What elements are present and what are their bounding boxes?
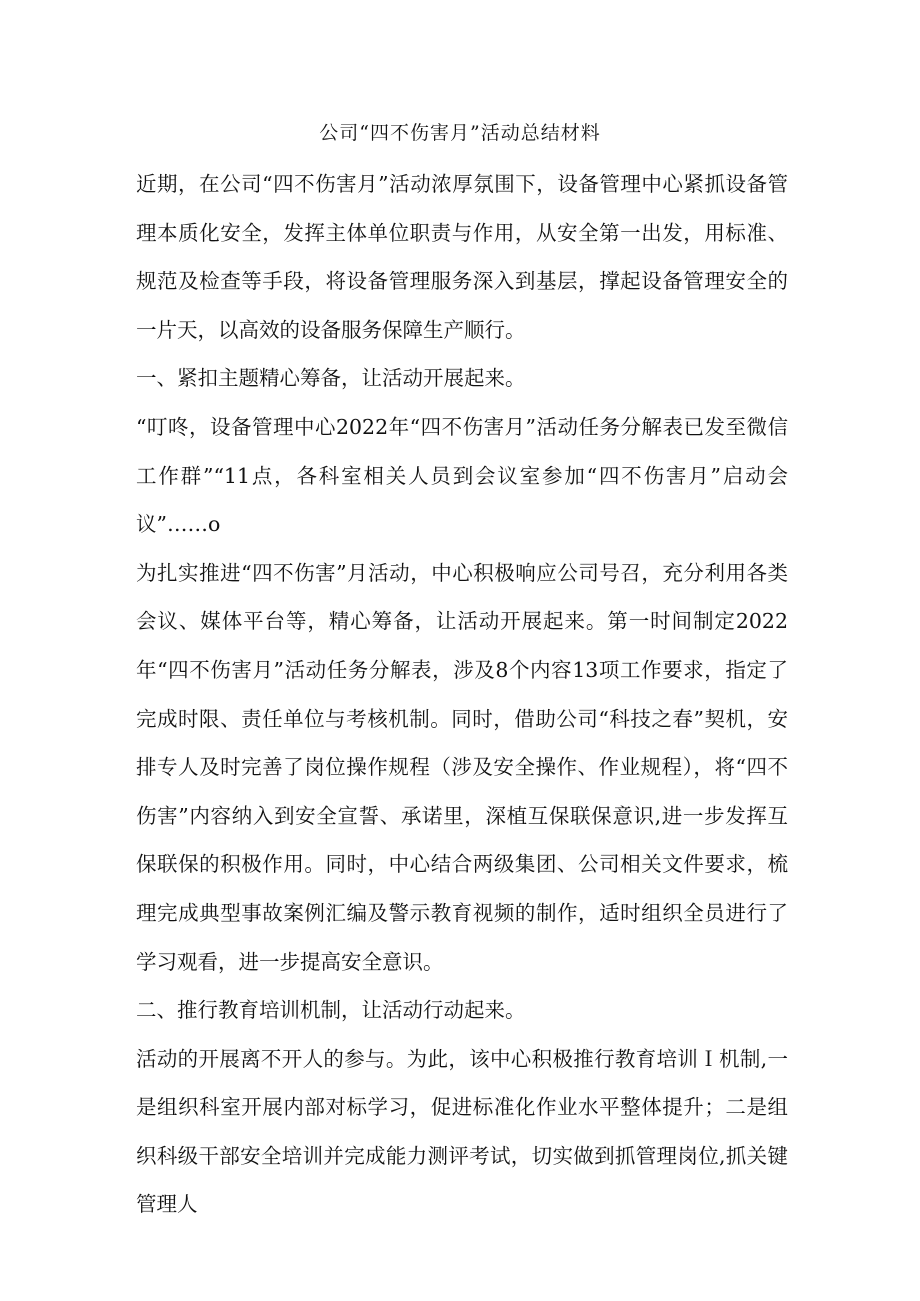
paragraph-quote: “叮咚，设备管理中心2022年“四不伤害月”活动任务分解表已发至微信工作群”“11点，各科室相关人员到会议室参加“四不伤害月”启动会议”……o (136, 414, 788, 537)
paragraph-intro: 近期，在公司“四不伤害月”活动浓厚氛围下，设备管理中心紧抓设备管理本质化安全，发挥主体单位职责与作用，从安全第一出发，用标准、规范及检查等手段，将设备管理服务深入到基层，撑起设备管理安全的一片天，以高效的设备服务保障生产顺行。 (136, 172, 788, 342)
section-heading-1: 一、紧扣主题精心筹备，让活动开展起来。 (136, 366, 526, 391)
paragraph-training: 活动的开展离不开人的参与。为此，该中心积极推行教育培训Ｉ机制,一是组织科室开展内部对标学习，促进标准化作业水平整体提升；二是组织科级干部安全培训并完成能力测评考试，切实做到抓管理岗位,抓关键管理人 (136, 1046, 788, 1217)
section-heading-2: 二、推行教育培训机制，让活动行动起来。 (136, 998, 526, 1023)
paragraph-preparation: 为扎实推进“四不伤害”月活动，中心积极响应公司号召，充分利用各类会议、媒体平台等，精心筹备，让活动开展起来。第一时间制定2022年“四不伤害月”活动任务分解表，涉及8个内容13项工作要求，指定了完成时限、责任单位与考核机制。同时，借助公司“科技之春”契机，安排专人及时完善了岗位操作规程（涉及安全操作、作业规程），将“四不伤害”内容纳入到安全宣誓、承诺里，深植互保联保意识,进一步发挥互保联保的积极作用。同时，中心结合两级集团、公司相关文件要求，梳理完成典型事故案例汇编及警示教育视频的制作，适时组织全员进行了学习观看，进一步提高安全意识。 (136, 560, 788, 974)
document-title: 公司“四不伤害月”活动总结材料 (319, 122, 601, 144)
document-body (136, 160, 788, 1229)
